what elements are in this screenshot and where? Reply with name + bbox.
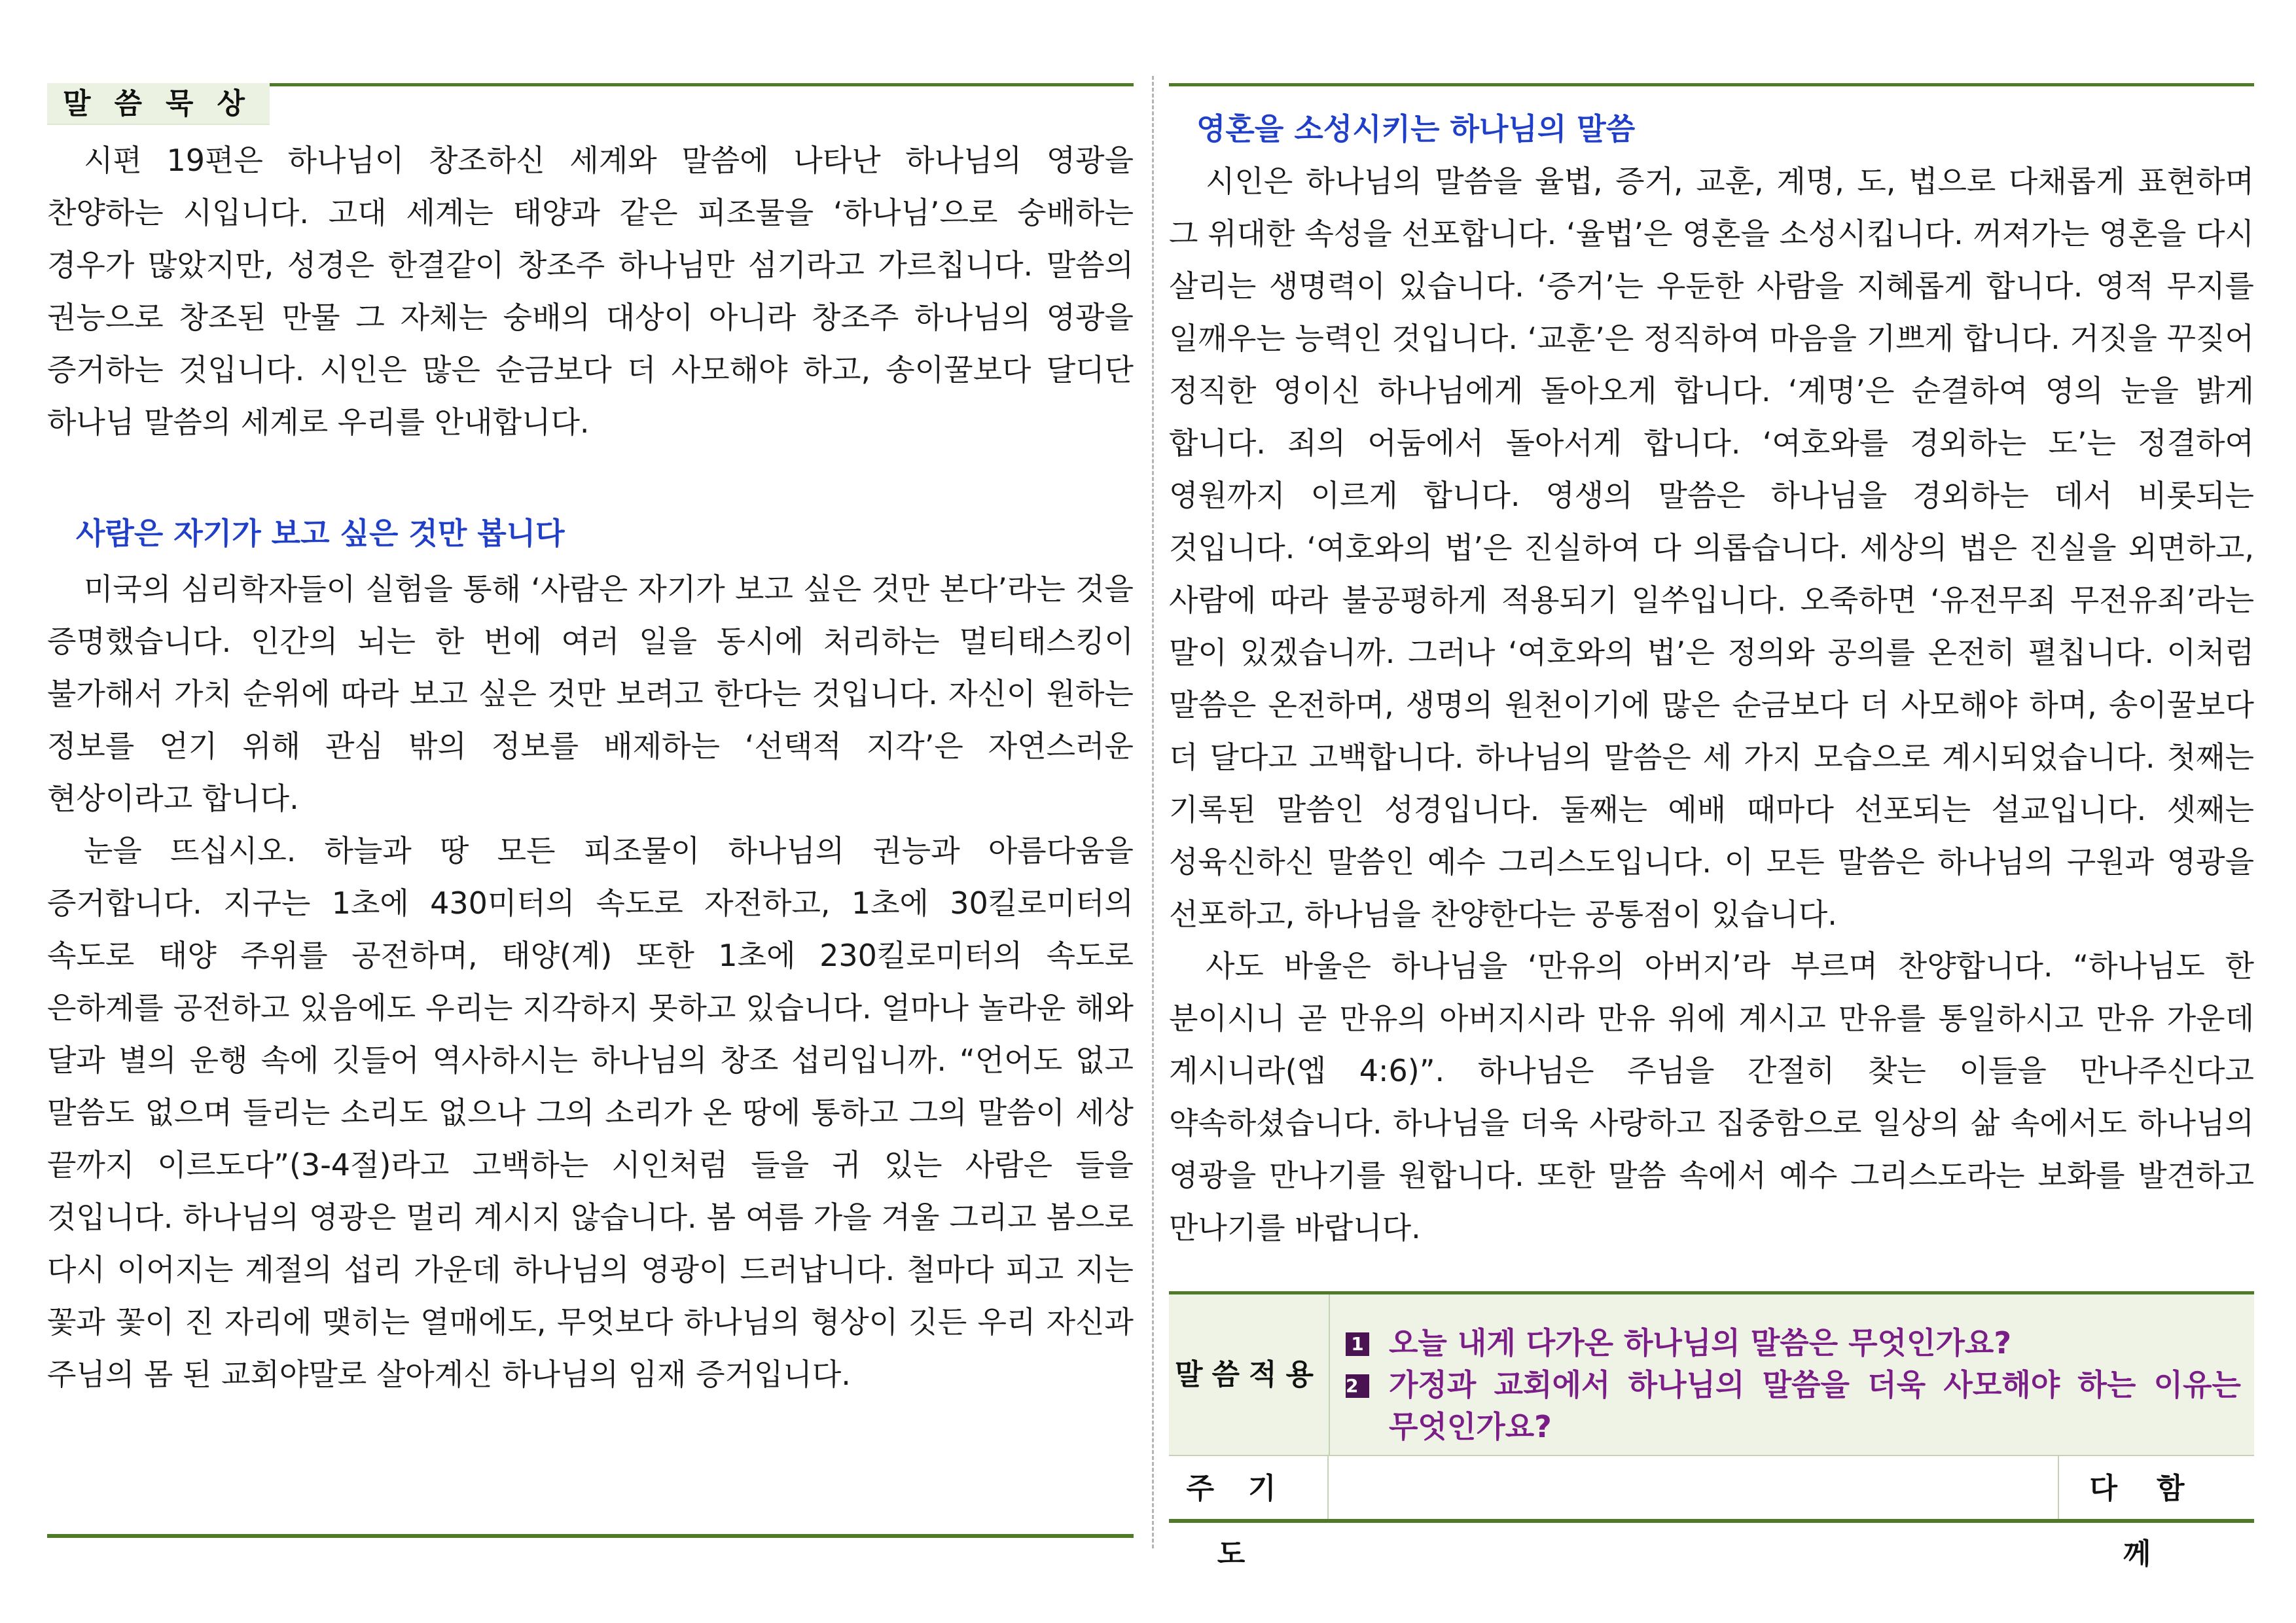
question-1-text: 오늘 내게 다가온 하나님의 말씀은 무엇인가요? [1389,1325,2012,1361]
right-top-rule [1169,83,2254,86]
column-divider [1152,76,1154,1548]
apply-bottom-rule [1169,1519,2254,1523]
apply-row [1169,1294,2254,1455]
left-heading: 사람은 자기가 보고 싶은 것만 봅니다 [76,516,565,551]
question-2-text-line-1: 가정과 교회에서 하나님의 말씀을 더욱 사모해야 하는 이유는 [1389,1367,2241,1402]
intro-paragraph: 시편 19편은 하나님이 창조하신 세계와 말씀에 나타난 하나님의 영광을 찬양하는 시입니다. 고대 세계는 태양과 같은 피조물을 ‘하나님’으로 숭배하는 경우가 많았지만, 성경은 한결같이 창조주 하나님만 섬기라고 가르칩니다. 말씀의 권능으로 창조된 만물 그 자체는 숭배의 대상이 아니라 창조주 하나님의 영광을 증거하는 것입니다. 시인은 많은 순금보다 더 사모해야 하고, 송이꿀보다 달디단 하나님 말씀의 세계로 우리를 안내합니다. [47,143,1134,440]
prayer-label: 주기도 [1169,1455,1329,1520]
question-1 [1346,1322,2241,1364]
prayer-blank [1329,1455,2058,1520]
question-1-number: 1 [1346,1332,1369,1356]
right-heading: 영혼을 소성시키는 하나님의 말씀 [1196,111,1636,147]
left-bottom-rule [47,1534,1134,1538]
question-2-number: 2 [1346,1374,1369,1398]
right-paragraph-1: 시인은 하나님의 말씀을 율법, 증거, 교훈, 계명, 도, 법으로 다채롭게 표현하며 그 위대한 속성을 선포합니다. ‘율법’은 영혼을 소성시킵니다. 꺼져가는 영혼을 다시 살리는 생명력이 있습니다. ‘증거’는 우둔한 사람을 지혜롭게 합니다. 영적 무지를 일깨우는 능력인 것입니다. ‘교훈’은 정직하여 마음을 기쁘게 합니다. 거짓을 꾸짖어 정직한 영이신 하나님에게 돌아오게 합니다. ‘계명’은 순결하여 영의 눈을 밝게 합니다. 죄의 어둠에서 돌아서게 합니다. ‘여호와를 경외하는 도’는 정결하여 영원까지 이르게 합니다. 영생의 말씀은 하나님을 경외하는 데서 비롯되는 것입니다. ‘여호와의 법’은 진실하여 다 의롭습니다. 세상의 법은 진실을 외면하고, 사람에 따라 불공평하게 적용되기 일쑤입니다. 오죽하면 ‘유전무죄 무전유죄’라는 말이 있겠습니까. 그러나 ‘여호와의 법’은 정의와 공의를 온전히 펼칩니다. 이처럼 말씀은 온전하며, 생명의 원천이기에 많은 순금보다 더 사모해야 하며, 송이꿀보다 더 달다고 고백합니다. 하나님의 말씀은 세 가지 모습으로 계시되었습니다. 첫째는 기록된 말씀인 성경입니다. 둘째는 예배 때마다 선포되는 설교입니다. 셋째는 성육신하신 말씀인 예수 그리스도입니다. 이 모든 말씀은 하나님의 구원과 영광을 선포하고, 하나님을 찬양한다는 공통점이 있습니다. [1169,164,2254,932]
right-paragraph-2: 사도 바울은 하나님을 ‘만유의 아버지’라 부르며 찬양합니다. “하나님도 한 분이시니 곧 만유의 아버지시라 만유 위에 계시고 만유를 통일하시고 만유 가운데 계시니라(엡 4:6)”. 하나님은 주님을 간절히 찾는 이들을 만나주신다고 약속하셨습니다. 하나님을 더욱 사랑하고 집중함으로 일상의 삶 속에서도 하나님의 영광을 만나기를 원합니다. 또한 말씀 속에서 예수 그리스도라는 보화를 발견하고 만나기를 바랍니다. [1169,948,2254,1245]
left-paragraph-2: 눈을 뜨십시오. 하늘과 땅 모든 피조물이 하나님의 권능과 아름다움을 증거합니다. 지구는 1초에 430미터의 속도로 자전하고, 1초에 30킬로미터의 속도로 태양 주위를 공전하며, 태양(계) 또한 1초에 230킬로미터의 속도로 은하계를 공전하고 있음에도 우리는 지각하지 못하고 있습니다. 얼마나 놀라운 해와 달과 별의 운행 속에 깃들어 역사하시는 하나님의 창조 섭리입니까. “언어도 없고 말씀도 없으며 들리는 소리도 없으나 그의 소리가 온 땅에 통하고 그의 말씀이 세상 끝까지 이르도다”(3-4절)라고 고백하는 시인처럼 들을 귀 있는 사람은 들을 것입니다. 하나님의 영광은 멀리 계시지 않습니다. 봄 여름 가을 겨울 그리고 봄으로 다시 이어지는 계절의 섭리 가운데 하나님의 영광이 드러납니다. 철마다 피고 지는 꽃과 꽃이 진 자리에 맺히는 열매에도, 무엇보다 하나님의 형상이 깃든 우리 자신과 주님의 몸 된 교회야말로 살아계신 하나님의 임재 증거입니다. [47,833,1134,1392]
question-2-text-line-2: 무엇인가요? [1389,1409,1552,1444]
prayer-together: 다함께 [2058,1455,2254,1520]
question-2 [1346,1364,2241,1406]
prayer-row [1169,1455,2254,1571]
apply-label: 말씀적용 [1169,1294,1330,1455]
question-2-continuation [1389,1406,2241,1448]
left-paragraph-1: 미국의 심리학자들이 실험을 통해 ‘사람은 자기가 보고 싶은 것만 본다’라는 것을 증명했습니다. 인간의 뇌는 한 번에 여러 일을 동시에 처리하는 멀티태스킹이 불가해서 가치 순위에 따라 보고 싶은 것만 보려고 한다는 것입니다. 자신이 원하는 정보를 얻기 위해 관심 밖의 정보를 배제하는 ‘선택적 지각’은 자연스러운 현상이라고 합니다. [47,571,1134,816]
section-label-meditation: 말씀묵상 [47,83,270,125]
